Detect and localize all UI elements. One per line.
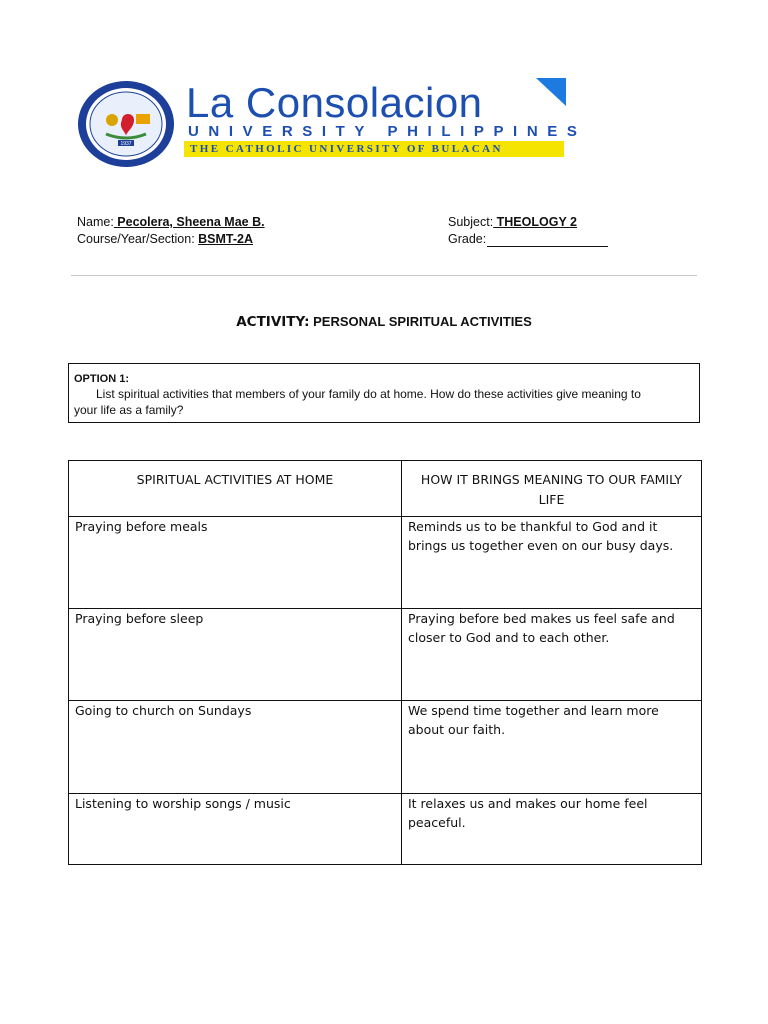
activity-title: PERSONAL SPIRITUAL ACTIVITIES — [309, 314, 532, 329]
subject-row — [448, 214, 577, 230]
grade-blank-line — [487, 246, 608, 247]
brand-name: La Consolacion — [186, 79, 483, 126]
header-activities: SPIRITUAL ACTIVITIES AT HOME — [69, 461, 402, 517]
name-label: Name: — [77, 215, 114, 229]
name-row — [77, 214, 265, 230]
activity-cell: Listening to worship songs / music — [69, 794, 402, 865]
activity-cell: Praying before meals — [69, 517, 402, 609]
table-row — [69, 517, 702, 609]
activity-cell: Going to church on Sundays — [69, 701, 402, 794]
activity-heading — [0, 314, 768, 330]
option-title: OPTION 1: — [74, 373, 130, 385]
brand-corner-icon — [536, 78, 566, 108]
name-value: Pecolera, Sheena Mae B. — [113, 215, 265, 229]
table-row — [69, 701, 702, 794]
table-row — [69, 794, 702, 865]
divider — [71, 275, 697, 276]
brand-subtitle: UNIVERSITY PHILIPPINES — [188, 123, 587, 140]
grade-row — [448, 231, 486, 247]
option-prompt-line2: your life as a family? — [74, 403, 184, 417]
university-seal-icon — [76, 80, 176, 168]
course-value: BSMT-2A — [198, 232, 254, 246]
subject-label: Subject: — [448, 215, 494, 229]
table-row — [69, 609, 702, 701]
subject-value: THEOLOGY 2 — [493, 215, 577, 229]
meaning-cell: We spend time together and learn more about our faith. — [402, 701, 702, 794]
table-header-row — [69, 461, 702, 517]
activity-prefix: ACTIVITY: — [236, 314, 310, 330]
header-meaning: HOW IT BRINGS MEANING TO OUR FAMILY LIFE — [402, 461, 702, 517]
option-prompt-line1: List spiritual activities that members of your family do at home. How do these activities give meaning to — [96, 387, 641, 401]
course-row — [77, 231, 253, 247]
meaning-cell: It relaxes us and makes our home feel peaceful. — [402, 794, 702, 865]
activity-cell: Praying before sleep — [69, 609, 402, 701]
course-label: Course/Year/Section: — [77, 232, 199, 246]
meaning-cell: Praying before bed makes us feel safe and closer to God and to each other. — [402, 609, 702, 701]
svg-text:1937: 1937 — [120, 141, 132, 147]
meaning-cell: Reminds us to be thankful to God and it brings us together even on our busy days. — [402, 517, 702, 609]
brand-tagline: THE CATHOLIC UNIVERSITY OF BULACAN — [190, 143, 503, 155]
grade-label: Grade: — [448, 232, 487, 246]
activities-table — [68, 460, 702, 865]
